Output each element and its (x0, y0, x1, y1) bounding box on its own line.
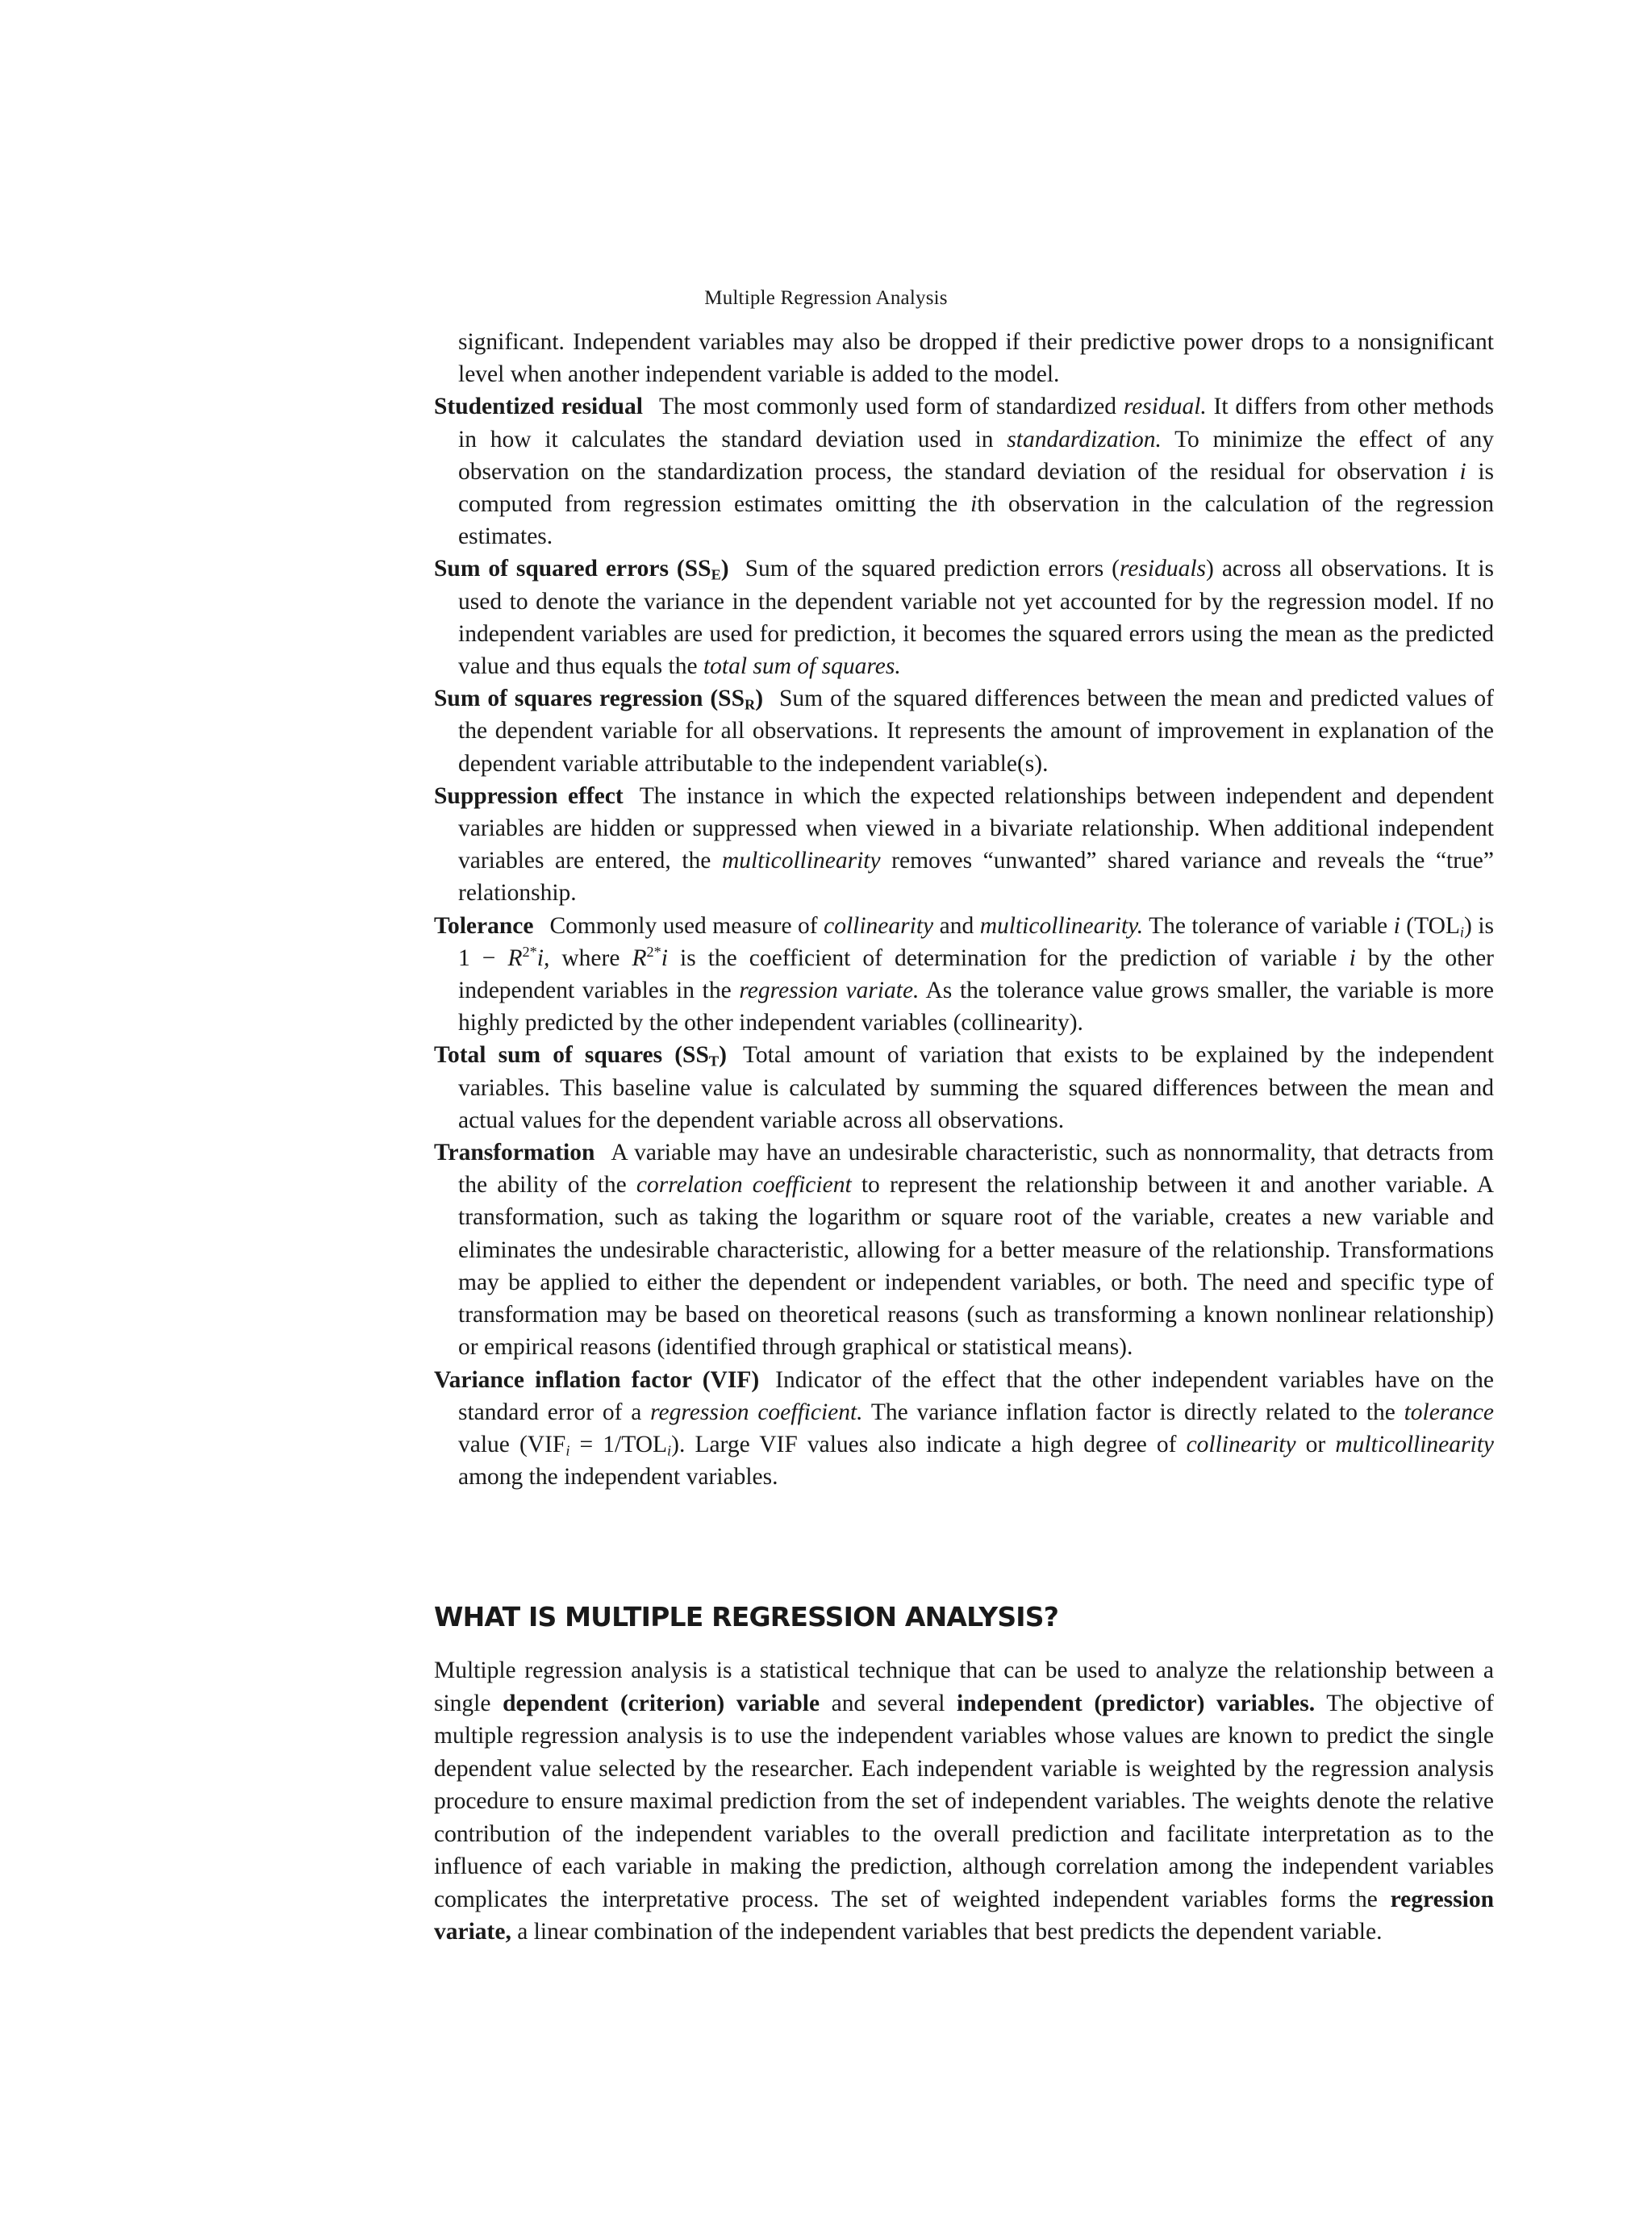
glossary-entry-vif: Variance inflation factor (VIF) Indicator of the effect that the other independent variables have on the standard error of a regression coefficient. The variance inflation factor is directly related to the tolerance value $(VIF_i = 1/TOL_i)$. Large VIF values also indicate a high degree of collinearity or multicollinearity among the independent variables. (434, 1366, 1495, 1491)
glossary-continuation: significant. Independent variables may also be dropped if their predictive power drops to a nonsignificant level when another independent variable is added to the model. (458, 329, 1494, 388)
running-header: Multiple Regression Analysis (704, 287, 948, 309)
glossary-entry-sse: Sum of squared errors $(SS_E)$ Sum of the squared prediction errors (residuals) across all observations. It is used to denote the variance in the dependent variable not yet accounted for by the regression model. If no independent variables are used for prediction, it becomes the squared errors using the mean as the predicted value and thus equals the total sum of squares. (434, 556, 1494, 680)
section-heading: WHAT IS MULTIPLE REGRESSION ANALYSIS? (434, 1601, 1059, 1632)
glossary-entry-ssr: Sum of squares regression $(SS_R)$ Sum of the squared differences between the mean and predicted values of the dependent variable for all observations. It represents the amount of improvement in explanation of the dependent variable attributable to the independent variable(s). (434, 686, 1494, 777)
glossary-term: Studentized residual (434, 394, 644, 420)
glossary (434, 326, 1494, 1493)
glossary-entry-tolerance: Tolerance Commonly used measure of collinearity and multicollinearity. The tolerance of variable i $(TOL_i)$ is $1 - R^{2*}i$, where $R^{2*}i$ is the coefficient of determination for the prediction of variable i by the other independent variables in the regression variate. As the tolerance value grows smaller, the variable is more highly predicted by the other independent variables (collinearity). (434, 912, 1495, 1036)
glossary-term: Sum of squared errors $(SS_E)$ (434, 556, 729, 583)
glossary-entry-sst: Total sum of squares $(SS_T)$ Total amount of variation that exists to be explained by the independent variables. This baseline value is calculated by summing the squared differences between the mean and actual values for the dependent variable across all observations. (434, 1042, 1494, 1133)
glossary-term: Variance inflation factor (VIF) (434, 1366, 760, 1393)
glossary-term: Total sum of squares $(SS_T)$ (434, 1042, 727, 1070)
glossary-entry-suppression-effect: Suppression effect The instance in which the expected relationships between independent and dependent variables are hidden or suppressed when viewed in a bivariate relationship. When additional independent variables are entered, the multicollinearity removes “unwanted” shared variance and reveals the “true” relationship. (434, 782, 1494, 907)
glossary-term: Transformation (434, 1140, 595, 1166)
glossary-term: Tolerance (434, 912, 534, 939)
glossary-entry-transformation: Transformation A variable may have an undesirable characteristic, such as nonnormality, that detracts from the ability of the correlation coefficient to represent the relationship between it and another variable. A transformation, such as taking the logarithm or square root of the variable, creates a new variable and eliminates the undesirable characteristic, allowing for a better measure of the relationship. Transformations may be applied to either the dependent or independent variables, or both. The need and specific type of transformation may be based on theoretical reasons (such as transforming a known nonlinear relationship) or empirical reasons (identified through graphical or statistical means). (434, 1140, 1494, 1361)
glossary-term: Suppression effect (434, 782, 624, 809)
glossary-term: Sum of squares regression $(SS_R)$ (434, 686, 764, 713)
body-paragraph: Multiple regression analysis is a statistical technique that can be used to analyze the relationship between a single dependent (criterion) variable and several independent (predictor) variables. The objective of multiple regression analysis is to use the independent variables whose values are known to predict the single dependent value selected by the researcher. Each independent variable is weighted by the regression analysis procedure to ensure maximal prediction from the set of independent variables. The weights denote the relative contribution of the independent variables to the overall prediction and facilitate interpretation as to the influence of each variable in making the prediction, although correlation among the independent variables complicates the interpretative process. The set of weighted independent variables forms the regression variate, a linear combination of the independent variables that best predicts the dependent variable. (434, 1657, 1494, 1945)
glossary-entry-studentized-residual: Studentized residual The most commonly used form of standardized residual. It differs from other methods in how it calculates the standard deviation used in standardization. To minimize the effect of any observation on the standardization process, the standard deviation of the residual for observation i is computed from regression estimates omitting the ith observation in the calculation of the regression estimates. (434, 394, 1494, 550)
